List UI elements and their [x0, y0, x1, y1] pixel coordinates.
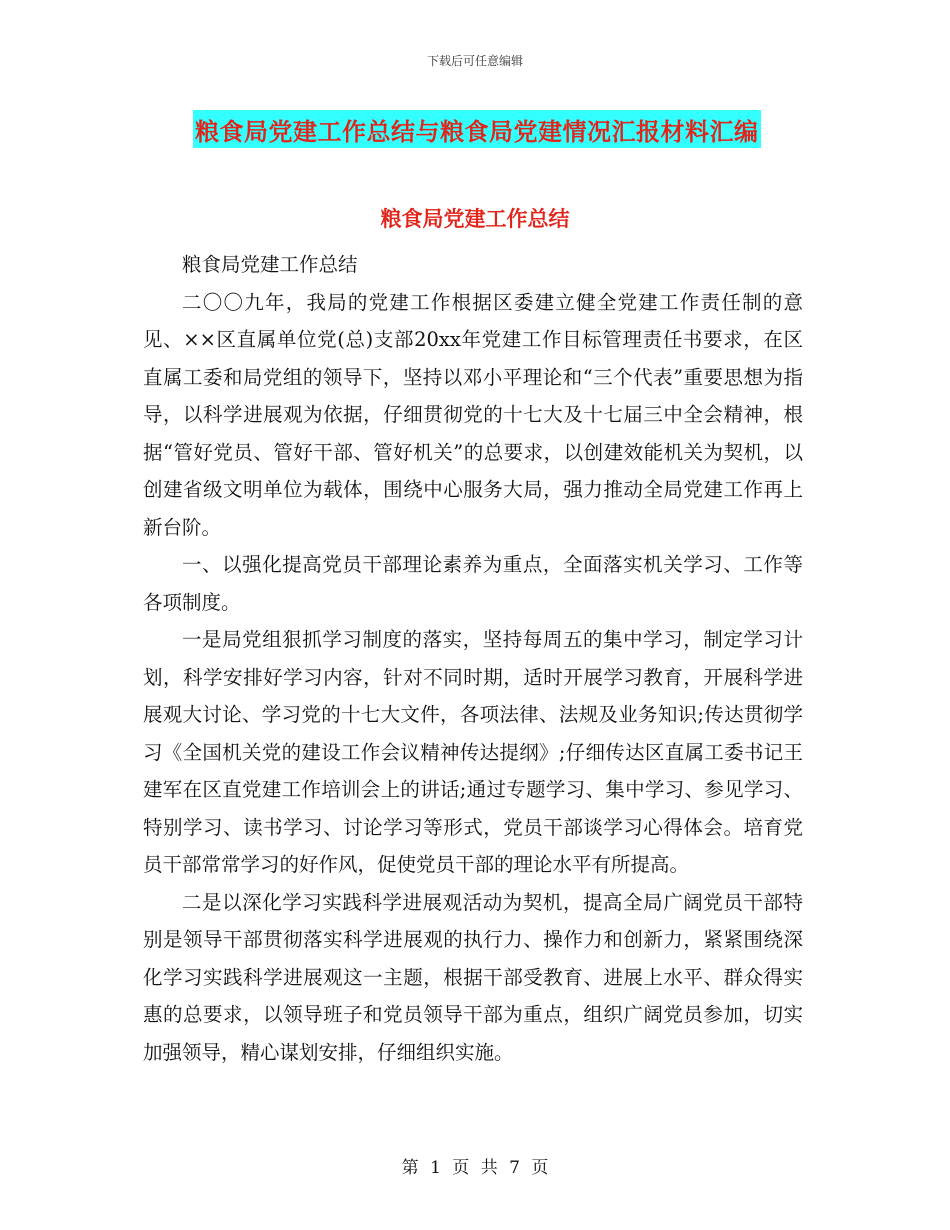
page-header-note: 下载后可任意编辑	[426, 54, 523, 68]
page-number-footer: 第 1 页 共 7 页	[401, 1158, 549, 1178]
main-title-highlight	[193, 110, 761, 148]
document-body	[143, 246, 803, 1071]
body-paragraph: 粮食局党建工作总结	[182, 253, 358, 276]
body-paragraph: 二是以深化学习实践科学进展观活动为契机，提高全局广阔党员干部特别是领导干部贯彻落实科学进展观的执行力、操作力和创新力，紧紧围绕深化学习实践科学进展观这一主题，根据干部受教育、进展上水平、群众得实惠的总要求，以领导班子和党员领导干部为重点，组织广阔党员参加，切实加强领导，精心谋划安排，仔细组织实施。	[143, 890, 803, 1064]
body-paragraph: 一、以强化提高党员干部理论素养为重点，全面落实机关学习、工作等各项制度。	[143, 553, 803, 614]
section-title: 粮食局党建工作总结	[380, 207, 570, 231]
document-main-title: 粮食局党建工作总结与粮食局党建情况汇报材料汇编	[195, 117, 759, 146]
body-paragraph: 二〇〇九年，我局的党建工作根据区委建立健全党建工作责任制的意见、××区直属单位党(总)支部20xx年党建工作目标管理责任书要求，在区直属工委和局党组的领导下，坚持以邓小平理论和“三个代表”重要思想为指导，以科学进展观为依据，仔细贯彻党的十七大及十七届三中全会精神，根据“管好党员、管好干部、管好机关”的总要求，以创建效能机关为契机，以创建省级文明单位为载体，围绕中心服务大局，强力推动全局党建工作再上新台阶。	[143, 290, 803, 539]
body-paragraph: 一是局党组狠抓学习制度的落实，坚持每周五的集中学习，制定学习计划，科学安排好学习内容，针对不同时期，适时开展学习教育，开展科学进展观大讨论、学习党的十七大文件，各项法律、法规及业务知识;传达贯彻学习《全国机关党的建设工作会议精神传达提纲》;仔细传达区直属工委书记王建军在区直党建工作培训会上的讲话;通过专题学习、集中学习、参见学习、特别学习、读书学习、讨论学习等形式，党员干部谈学习心得体会。培育党员干部常常学习的好作风，促使党员干部的理论水平有所提高。	[143, 628, 803, 876]
